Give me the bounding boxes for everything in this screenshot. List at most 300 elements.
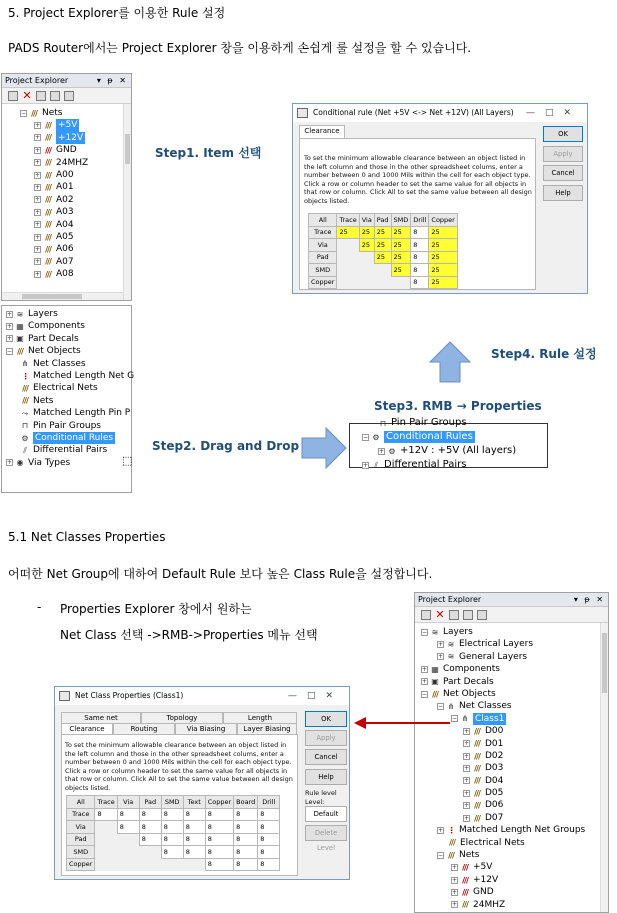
ok-button[interactable]: OK — [543, 126, 583, 142]
clearance-tab-pane — [61, 734, 298, 876]
grid-cell-empty — [374, 264, 391, 277]
net-icon: /// — [474, 751, 480, 761]
project-explorer-objects-panel — [1, 305, 135, 493]
grid-row-header[interactable]: SMD — [309, 264, 337, 277]
grid-cell[interactable]: 25 — [374, 226, 391, 239]
net-icon: /// — [45, 207, 51, 217]
grid-cell[interactable]: 8 — [411, 251, 429, 264]
grid-cell[interactable]: 25 — [429, 276, 457, 289]
grid-cell-empty — [117, 858, 139, 871]
grid-cell[interactable]: 8 — [95, 808, 117, 821]
grid-row-header[interactable]: Pad — [309, 251, 337, 264]
objects-tree — [2, 306, 135, 469]
grid-cell[interactable]: 8 — [117, 808, 139, 821]
tree-item-layers[interactable]: + ≋ Layers — [7, 309, 58, 319]
net-icon: /// — [45, 244, 51, 254]
tree-item-net[interactable]: + /// 24MHZ — [35, 157, 89, 168]
clearance-grid — [66, 795, 280, 871]
grid-row-header[interactable]: Pad — [67, 833, 95, 846]
tree-item-nets[interactable]: − /// Nets — [438, 850, 480, 861]
grid-cell[interactable]: 25 — [359, 226, 374, 239]
grid-cell[interactable]: 8 — [411, 264, 429, 277]
grid-cell[interactable]: 8 — [205, 858, 233, 871]
layers-icon: ≋ — [447, 652, 455, 662]
expand-icon[interactable]: + — [464, 727, 470, 735]
step4-label: Step4. Rule 설정 — [491, 347, 597, 361]
tree-item-matched-length-net-groups[interactable]: + ⋮ Matched Length Net Groups — [438, 825, 586, 836]
pin-pair-icon: ⤳ — [21, 408, 29, 418]
grid-cell[interactable]: 8 — [411, 226, 429, 239]
tree-item-nets[interactable]: − /// Nets — [21, 108, 63, 118]
grid-cell-empty — [117, 833, 139, 846]
grid-cell-empty — [337, 264, 359, 277]
tree-item-conditional-rules[interactable]: ⚙ Conditional Rules — [21, 432, 114, 443]
expand-icon[interactable]: + — [35, 270, 41, 278]
expand-icon[interactable]: + — [452, 901, 458, 909]
grid-cell[interactable]: 25 — [391, 251, 411, 264]
expand-icon[interactable]: + — [422, 665, 428, 673]
grid-cell[interactable]: 25 — [429, 264, 457, 277]
grid-cell[interactable]: 8 — [183, 821, 205, 834]
collapse-icon[interactable]: − — [422, 628, 428, 636]
part-decals-icon: ▣ — [16, 334, 24, 344]
delete-icon[interactable]: ✕ — [435, 607, 445, 621]
grid-row-header[interactable]: Copper — [67, 858, 95, 871]
net-icon: /// — [45, 121, 51, 131]
net-icon: /// — [17, 346, 23, 356]
rule-level-value[interactable]: Default — [305, 806, 347, 822]
grid-header[interactable]: Drill — [411, 214, 429, 227]
net-icon: /// — [45, 257, 51, 267]
step1-label: Step1. Item 선택 — [155, 146, 262, 160]
tree-item-net[interactable]: + /// A01 — [35, 182, 74, 193]
grid-cell[interactable]: 25 — [374, 251, 391, 264]
grid-header[interactable]: Trace — [337, 214, 359, 227]
expand-icon[interactable]: + — [7, 323, 13, 331]
tab-clearance[interactable]: Clearance — [61, 723, 113, 734]
conditional-rule-dialog — [292, 103, 588, 294]
grid-cell-empty — [391, 276, 411, 289]
panel-title-bar — [415, 593, 608, 607]
tree-item-net[interactable]: + /// GND — [452, 887, 494, 898]
net-icon: /// — [462, 863, 468, 873]
grid-cell-empty — [95, 858, 117, 871]
grid-cell-empty — [95, 821, 117, 834]
expand-icon[interactable]: + — [464, 752, 470, 760]
pin-pair-group-icon: ⊓ — [379, 419, 387, 428]
tab-clearance[interactable]: Clearance — [299, 125, 345, 138]
tree-item-net[interactable]: + /// D01 — [464, 738, 504, 749]
grid-cell[interactable]: 8 — [234, 833, 258, 846]
paste-icon[interactable] — [50, 91, 60, 101]
subsection-heading: 5.1 Net Classes Properties — [8, 530, 166, 544]
expand-icon[interactable]: + — [438, 641, 444, 649]
grid-row-header[interactable]: Copper — [309, 276, 337, 289]
grid-cell[interactable]: 8 — [161, 846, 183, 859]
tree-item-differential-pairs[interactable]: ⫽ Differential Pairs — [2, 444, 131, 456]
net-class-icon: ⋔ — [461, 714, 469, 724]
tab-layer-biasing[interactable]: Layer Biasing — [237, 723, 297, 734]
grid-cell-empty — [139, 846, 161, 859]
expand-icon[interactable]: + — [379, 447, 385, 455]
tree-item-net[interactable]: + /// A08 — [35, 269, 74, 280]
paste-icon[interactable] — [463, 610, 473, 620]
conditional-rules-icon: ⚙ — [21, 433, 29, 443]
net-icon: /// — [474, 763, 480, 773]
tree-item-via-types[interactable]: + ◉ Via Types — [7, 457, 71, 468]
tree-item-conditional-rule[interactable]: + ⚙ +12V : +5V (All layers) — [379, 444, 517, 456]
tree-item-matched-length-pin-pairs[interactable]: ⤳ Matched Length Pin P — [21, 408, 131, 419]
net-icon: /// — [474, 776, 480, 786]
section-intro: PADS Router에서는 Project Explorer 창을 이용하게 손쉽게 룰 설정을 할 수 있습니다. — [8, 41, 472, 55]
conditional-rules-icon: ⚙ — [372, 432, 380, 442]
tree-item-net-objects[interactable]: − /// Net Objects — [422, 688, 496, 699]
grid-row-header[interactable]: Via — [67, 821, 95, 834]
tree-item-net[interactable]: + /// D02 — [464, 750, 504, 761]
grid-cell[interactable]: 8 — [205, 846, 233, 859]
expand-icon[interactable]: + — [35, 208, 41, 216]
expand-icon[interactable]: + — [464, 802, 470, 810]
collapse-icon[interactable]: − — [7, 347, 13, 355]
grid-cell[interactable]: 25 — [429, 226, 457, 239]
new-icon[interactable] — [421, 610, 431, 620]
tree-item-differential-pairs[interactable]: + ⫽ Differential Pairs — [363, 458, 467, 470]
tree-item-net[interactable]: + /// A03 — [35, 207, 74, 218]
expand-icon[interactable]: + — [35, 171, 41, 179]
arrow-right-icon — [300, 426, 348, 470]
tree-item-electrical-layers[interactable]: + ≋ Electrical Layers — [438, 639, 534, 650]
bullet-line2: Net Class 선택 ->RMB->Properties 메뉴 선택 — [60, 628, 318, 642]
grid-cell[interactable]: 25 — [391, 239, 411, 252]
tree-item-net[interactable]: + /// A04 — [35, 219, 74, 230]
expand-icon[interactable]: + — [464, 740, 470, 748]
grid-cell[interactable]: 8 — [234, 808, 258, 821]
grid-row-header[interactable]: Trace — [67, 808, 95, 821]
expand-icon[interactable]: + — [464, 764, 470, 772]
expand-icon[interactable]: + — [35, 233, 41, 241]
expand-icon[interactable]: + — [35, 245, 41, 253]
net-icon: /// — [474, 813, 480, 823]
net-icon: /// — [22, 396, 28, 406]
grid-cell[interactable]: 8 — [183, 833, 205, 846]
grid-header[interactable]: SMD — [161, 796, 183, 809]
tree-item-components[interactable]: + ▦ Components — [7, 321, 85, 332]
delete-icon[interactable]: ✕ — [22, 88, 32, 102]
tree-item-net[interactable]: + /// A00 — [35, 169, 74, 180]
grid-cell[interactable]: 8 — [139, 821, 161, 834]
grid-cell[interactable]: 8 — [161, 833, 183, 846]
grid-header[interactable]: Pad — [139, 796, 161, 809]
tab-topology[interactable]: Topology — [141, 712, 223, 723]
differential-pairs-icon: ⫽ — [23, 445, 27, 455]
tree-item-net-classes[interactable]: − ⋔ Net Classes — [438, 701, 512, 712]
net-icon: /// — [45, 232, 51, 242]
grid-cell[interactable]: 8 — [139, 808, 161, 821]
vertical-scrollbar[interactable] — [123, 104, 131, 300]
tree-item-matched-length-net-groups[interactable]: ⋮ Matched Length Net G — [21, 370, 135, 381]
grid-header[interactable]: Board — [234, 796, 258, 809]
classes-tree — [415, 623, 608, 911]
tree-item-pin-pair-groups[interactable]: ⊓ Pin Pair Groups — [379, 417, 467, 429]
components-icon: ▦ — [16, 322, 24, 332]
grid-cell[interactable]: 8 — [258, 858, 280, 871]
horizontal-scrollbar[interactable] — [2, 292, 123, 300]
collapse-icon[interactable]: − — [438, 851, 444, 859]
grid-header[interactable]: Via — [359, 214, 374, 227]
grid-cell[interactable]: 25 — [429, 239, 457, 252]
grid-cell[interactable]: 8 — [258, 833, 280, 846]
grid-header[interactable]: Copper — [205, 796, 233, 809]
tree-item-electrical-nets[interactable]: /// Electrical Nets — [2, 382, 131, 394]
net-icon: /// — [45, 195, 51, 205]
collapse-icon[interactable]: − — [21, 109, 27, 117]
tab-length[interactable]: Length — [223, 712, 297, 723]
net-icon: /// — [45, 183, 51, 193]
grid-cell-empty — [359, 251, 374, 264]
net-class-icon: ⋔ — [21, 359, 29, 369]
tree-item-net[interactable]: + /// D04 — [464, 775, 504, 786]
cancel-button[interactable]: Cancel — [305, 749, 347, 765]
properties-icon[interactable] — [477, 610, 487, 620]
grid-header[interactable]: Pad — [374, 214, 391, 227]
bullet-line1: Properties Explorer 창에서 원하는 — [60, 602, 252, 616]
apply-button[interactable]: Apply — [543, 146, 583, 162]
grid-cell[interactable]: 8 — [183, 808, 205, 821]
dialog-title: Conditional rule (Net +5V <-> Net +12V) (All Layers) — [313, 108, 514, 117]
expand-icon[interactable]: + — [35, 134, 41, 142]
expand-icon[interactable]: + — [464, 814, 470, 822]
grid-header[interactable]: Copper — [429, 214, 457, 227]
expand-icon[interactable]: + — [452, 888, 458, 896]
expand-icon[interactable]: + — [7, 459, 13, 467]
grid-cell-empty — [139, 858, 161, 871]
tree-item-nets[interactable]: /// Nets — [2, 395, 131, 407]
layers-icon: ≋ — [447, 640, 455, 650]
grid-cell[interactable]: 25 — [374, 239, 391, 252]
expand-icon[interactable]: + — [452, 876, 458, 884]
tree-item-net-classes[interactable]: ⋔ Net Classes — [21, 358, 86, 369]
grid-cell[interactable]: 8 — [234, 858, 258, 871]
grid-cell[interactable]: 8 — [234, 821, 258, 834]
panel-controls[interactable]: ▾ ᵽ ✕ — [96, 76, 128, 85]
grid-header[interactable]: SMD — [391, 214, 411, 227]
delete-level-button[interactable]: Delete Level — [305, 825, 347, 841]
grid-cell-empty — [95, 846, 117, 859]
net-icon: /// — [45, 170, 51, 180]
grid-cell[interactable]: 8 — [234, 846, 258, 859]
net-icon: /// — [448, 850, 454, 860]
grid-cell[interactable]: 25 — [391, 264, 411, 277]
collapse-icon[interactable]: − — [438, 703, 444, 711]
tree-item-net[interactable]: + /// +5V — [35, 120, 78, 131]
expand-icon[interactable]: + — [464, 777, 470, 785]
net-class-properties-dialog — [54, 686, 350, 880]
collapse-icon[interactable]: − — [422, 690, 428, 698]
tree-item-layers[interactable]: − ≋ Layers — [422, 627, 473, 637]
grid-cell[interactable]: 8 — [183, 846, 205, 859]
help-button[interactable]: Help — [543, 185, 583, 201]
grid-cell[interactable]: 25 — [391, 226, 411, 239]
new-icon[interactable] — [8, 91, 18, 101]
tab-same-net[interactable]: Same net — [61, 712, 141, 723]
dialog-title: Net Class Properties (Class1) — [75, 691, 184, 700]
tree-item-net[interactable]: + /// D00 — [464, 726, 504, 737]
net-icon: /// — [432, 689, 438, 699]
expand-icon[interactable]: + — [35, 159, 41, 167]
apply-button[interactable]: Apply — [305, 730, 347, 746]
expand-icon[interactable]: + — [35, 221, 41, 229]
tree-item-net[interactable]: + /// D03 — [464, 763, 504, 774]
electrical-net-icon: /// — [449, 838, 455, 848]
window-controls[interactable]: —□✕ — [525, 108, 581, 118]
clearance-tab-pane — [299, 138, 536, 290]
tree-item-part-decals[interactable]: + ▣ Part Decals — [422, 676, 494, 687]
grid-row-header[interactable]: SMD — [67, 846, 95, 859]
net-icon: /// — [474, 801, 480, 811]
tree-item-pin-pair-groups[interactable]: ⊓ Pin Pair Groups — [21, 420, 101, 431]
grid-cell[interactable]: 25 — [359, 239, 374, 252]
expand-icon[interactable]: + — [35, 184, 41, 192]
clearance-grid — [308, 213, 458, 289]
grid-row-header[interactable]: Via — [309, 239, 337, 252]
net-icon: /// — [45, 269, 51, 279]
expand-icon[interactable]: + — [7, 335, 13, 343]
grid-cell[interactable]: 8 — [411, 276, 429, 289]
grid-cell[interactable]: 8 — [139, 833, 161, 846]
grid-cell-empty — [183, 858, 205, 871]
clearance-description: To set the minimum allowable clearance between an object listed in the left column and those in the other spreadsheet colums, enter a number between 0 and 1000 Mils within the cell for each object type. Click a row or column header to set the same value for all objects in that row or column. Click All to set the same value between all design objects listed. — [65, 741, 293, 792]
panel-controls[interactable]: ▾ ᵽ ✕ — [573, 595, 605, 604]
matched-length-icon: ⋮ — [447, 825, 455, 835]
grid-header[interactable]: Text — [183, 796, 205, 809]
panel-title: Project Explorer — [5, 76, 69, 85]
grid-cell[interactable]: 25 — [337, 226, 359, 239]
dialog-title-bar — [293, 104, 587, 122]
expand-icon[interactable]: + — [438, 653, 444, 661]
tree-item-class1[interactable]: − ⋔ Class1 — [452, 713, 505, 724]
electrical-net-icon: /// — [22, 384, 28, 394]
tree-item-net[interactable]: + /// +12V — [452, 874, 499, 885]
expand-icon[interactable]: + — [464, 789, 470, 797]
expand-icon[interactable]: + — [35, 122, 41, 130]
step2-label: Step2. Drag and Drop — [152, 439, 300, 453]
copy-icon[interactable] — [449, 610, 459, 620]
grid-cell[interactable]: 8 — [258, 821, 280, 834]
help-button[interactable]: Help — [305, 769, 347, 785]
project-explorer-classes-panel — [414, 592, 609, 913]
nets-tree — [2, 104, 131, 280]
tree-item-net-objects[interactable]: − /// Net Objects — [7, 346, 81, 357]
grid-cell[interactable]: 8 — [258, 808, 280, 821]
ok-button[interactable]: OK — [305, 711, 347, 727]
grid-header[interactable]: Trace — [95, 796, 117, 809]
pin-pair-group-icon: ⊓ — [21, 421, 29, 431]
grid-cell[interactable]: 8 — [411, 239, 429, 252]
panel-toolbar — [2, 88, 131, 104]
conditional-rules-crop — [349, 417, 548, 470]
layers-icon: ≋ — [431, 627, 439, 637]
grid-cell[interactable]: 8 — [258, 846, 280, 859]
net-icon: /// — [45, 158, 51, 168]
grid-cell[interactable]: 8 — [117, 821, 139, 834]
grid-cell[interactable]: 8 — [205, 821, 233, 834]
tree-item-net[interactable]: + /// D05 — [464, 788, 504, 799]
grid-header-all[interactable]: All — [67, 796, 95, 809]
expand-icon[interactable]: + — [438, 826, 444, 834]
tree-item-general-layers[interactable]: + ≋ General Layers — [438, 651, 528, 662]
grid-cell[interactable]: 8 — [205, 808, 233, 821]
section-heading: 5. Project Explorer를 이용한 Rule 설정 — [8, 6, 226, 20]
grid-cell[interactable]: 8 — [161, 821, 183, 834]
grid-header[interactable]: Via — [117, 796, 139, 809]
window-controls[interactable]: —□✕ — [287, 691, 343, 701]
tree-item-net[interactable]: + /// D07 — [464, 812, 504, 823]
tab-routing[interactable]: Routing — [113, 723, 175, 734]
grid-cell[interactable]: 8 — [161, 808, 183, 821]
expand-icon[interactable]: + — [35, 196, 41, 204]
grid-header[interactable]: Drill — [258, 796, 280, 809]
net-icon: /// — [474, 726, 480, 736]
expand-icon[interactable]: + — [7, 310, 13, 318]
tree-item-part-decals[interactable]: + ▣ Part Decals — [7, 333, 79, 344]
tree-item-components[interactable]: + ▦ Components — [422, 664, 500, 675]
tree-item-net[interactable]: + /// 24MHZ — [452, 899, 506, 910]
step3-label: Step3. RMB → Properties — [374, 399, 542, 413]
expand-icon[interactable]: + — [422, 678, 428, 686]
grid-cell-empty — [337, 276, 359, 289]
panel-title: Project Explorer — [418, 595, 482, 604]
expand-icon[interactable]: + — [35, 146, 41, 154]
expand-icon[interactable]: + — [35, 258, 41, 266]
expand-icon[interactable]: + — [363, 461, 369, 469]
tree-item-net[interactable]: + /// +5V — [452, 862, 493, 873]
grid-cell-empty — [359, 264, 374, 277]
tree-item-net[interactable]: + /// A06 — [35, 244, 74, 255]
collapse-icon[interactable]: − — [363, 433, 369, 441]
collapse-icon[interactable]: − — [452, 715, 458, 723]
part-decals-icon: ▣ — [431, 677, 439, 687]
net-icon: /// — [462, 900, 468, 910]
tree-item-net[interactable]: + /// A07 — [35, 256, 74, 267]
clearance-description: To set the minimum allowable clearance between an object listed in the left column and those in the other spreadsheet colums, enter a number between 0 and 1000 Mils within the cell for each object type. Click a row or column header to set the same value for all objects in that row or column. Click All to set the same value between all design objects listed. — [304, 154, 532, 205]
grid-cell[interactable]: 8 — [205, 833, 233, 846]
grid-cell-empty — [95, 833, 117, 846]
net-icon: /// — [45, 145, 51, 155]
tree-item-net[interactable]: + /// A05 — [35, 231, 74, 242]
grid-header-all[interactable]: All — [309, 214, 337, 227]
properties-icon[interactable] — [64, 91, 74, 101]
copy-icon[interactable] — [36, 91, 46, 101]
tree-item-net[interactable]: + /// A02 — [35, 194, 74, 205]
net-icon: /// — [474, 739, 480, 749]
tree-item-electrical-nets[interactable]: /// Electrical Nets — [415, 837, 608, 849]
layers-icon: ≋ — [16, 309, 24, 319]
net-class-icon: ⋔ — [447, 702, 455, 712]
tree-item-net[interactable]: + /// D06 — [464, 800, 504, 811]
cancel-button[interactable]: Cancel — [543, 165, 583, 181]
tree-item-net[interactable]: + /// +12V — [35, 132, 84, 143]
grid-cell[interactable]: 25 — [429, 251, 457, 264]
components-icon: ▦ — [431, 664, 439, 674]
vertical-scrollbar[interactable] — [600, 623, 608, 912]
tab-via-biasing[interactable]: Via Biasing — [175, 723, 237, 734]
via-icon: ◉ — [16, 458, 24, 468]
grid-row-header[interactable]: Trace — [309, 226, 337, 239]
tree-item-conditional-rules[interactable]: − ⚙ Conditional Rules — [363, 430, 473, 442]
conditional-rule-icon: ⚙ — [388, 446, 396, 456]
tree-item-net[interactable]: + /// GND — [35, 145, 77, 156]
expand-icon[interactable]: + — [452, 864, 458, 872]
